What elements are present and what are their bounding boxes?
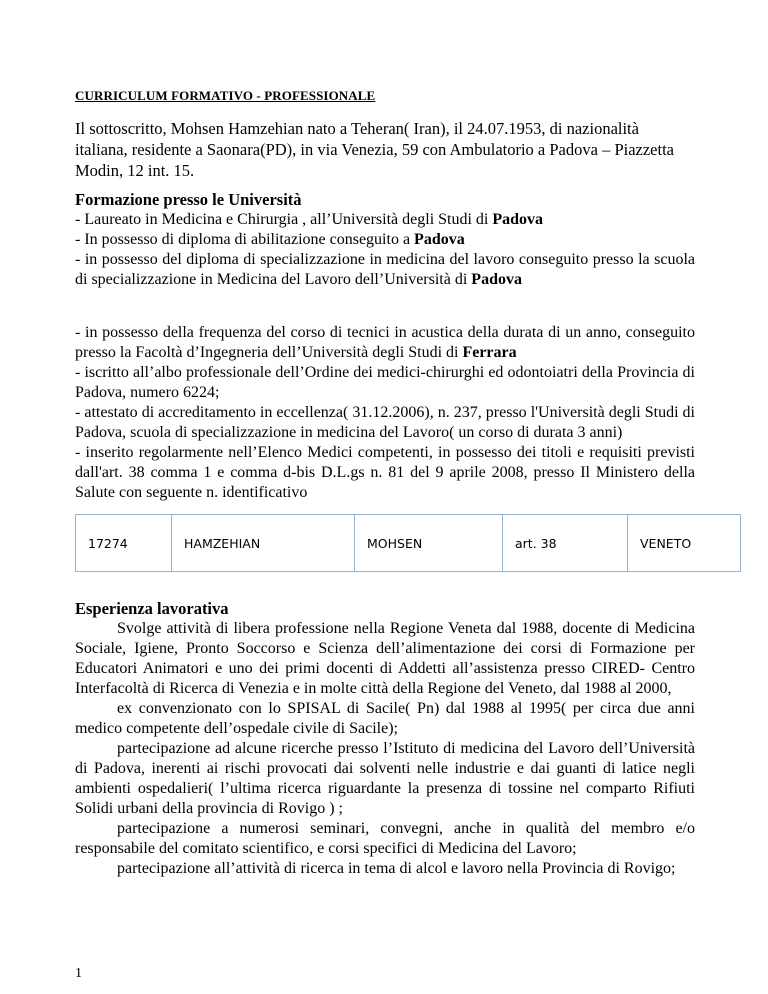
formazione-item: - inserito regolarmente nell’Elenco Medici competenti, in possesso dei titoli e requisiti previsti dall'art. 38 comma 1 e comma d-bis D.L.gs n. 81 del 9 aprile 2008, presso Il Ministero della Salute con seguente n. identificativo xyxy=(75,444,695,501)
esperienza-section xyxy=(75,599,695,879)
registry-surname-cell: HAMZEHIAN xyxy=(172,515,355,572)
esperienza-paragraph: partecipazione a numerosi seminari, convegni, anche in qualità del membro e/o responsabile del comitato scientifico, e corsi specifici di Medicina del Lavoro; xyxy=(75,820,695,857)
formazione-section-continued xyxy=(75,323,695,503)
esperienza-heading: Esperienza lavorativa xyxy=(75,599,229,618)
esperienza-paragraph: Svolge attività di libera professione nella Regione Veneta dal 1988, docente di Medicina Sociale, Igiene, Pronto Soccorso e Scienza dell’alimentazione dei corsi di Formazione per Educatori Animatori e uno dei primi docenti di Addetti all’assistenza presso CIRED- Centro Interfacoltà di Ricerca di Venezia e in molte città della Regione del Veneto, dal 1988 al 2000, xyxy=(75,620,695,697)
document-title: CURRICULUM FORMATIVO - PROFESSIONALE xyxy=(75,88,376,103)
medico-registry-table xyxy=(75,514,741,572)
formazione-item: - attestato di accreditamento in eccellenza( 31.12.2006), n. 237, presso l'Università degli Studi di Padova, scuola di specializzazione in medicina del Lavoro( un corso di durata 3 anni) xyxy=(75,404,695,441)
registry-name-cell: MOHSEN xyxy=(355,515,503,572)
esperienza-paragraph: partecipazione ad alcune ricerche presso l’Istituto di medicina del Lavoro dell’Università di Padova, inerenti ai rischi provocati dai solventi nelle industrie e dai guanti di latice negli ambienti ospedalieri( l’ultima ricerca riguardante la presenza di tossine nel comparto Rifiuti Solidi urbani della provincia di Rovigo ) ; xyxy=(75,740,695,817)
registry-article-cell: art. 38 xyxy=(503,515,628,572)
formazione-item: - Laureato in Medicina e Chirurgia , all’Università degli Studi di Padova xyxy=(75,211,544,228)
registry-id-cell: 17274 xyxy=(76,515,172,572)
formazione-item: - in possesso della frequenza del corso di tecnici in acustica della durata di un anno, conseguito presso la Facoltà d’Ingegneria dell’Università degli Studi di Ferrara xyxy=(75,324,695,361)
formazione-item: - iscritto all’albo professionale dell’Ordine dei medici-chirurghi ed odontoiatri della Provincia di Padova, numero 6224; xyxy=(75,364,695,401)
formazione-item: - in possesso del diploma di specializzazione in medicina del lavoro conseguito presso la scuola di specializzazione in Medicina del Lavoro dell’Università di Padova xyxy=(75,251,695,288)
registry-region-cell: VENETO xyxy=(628,515,741,572)
page-number: 1 xyxy=(75,966,82,981)
formazione-heading: Formazione presso le Università xyxy=(75,190,302,209)
formazione-section xyxy=(75,190,695,290)
esperienza-paragraph: partecipazione all’attività di ricerca in tema di alcol e lavoro nella Provincia di Rovigo; xyxy=(117,860,676,877)
table-row xyxy=(76,515,741,572)
esperienza-paragraph: ex convenzionato con lo SPISAL di Sacile( Pn) dal 1988 al 1995( per circa due anni medico competente dell’ospedale civile di Sacile); xyxy=(75,700,695,737)
formazione-item: - In possesso di diploma di abilitazione conseguito a Padova xyxy=(75,231,465,248)
intro-paragraph: Il sottoscritto, Mohsen Hamzehian nato a Teheran( Iran), il 24.07.1953, di nazionalità italiana, residente a Saonara(PD), in via Venezia, 59 con Ambulatorio a Padova – Piazzetta Modin, 12 int. 15. xyxy=(75,119,674,180)
